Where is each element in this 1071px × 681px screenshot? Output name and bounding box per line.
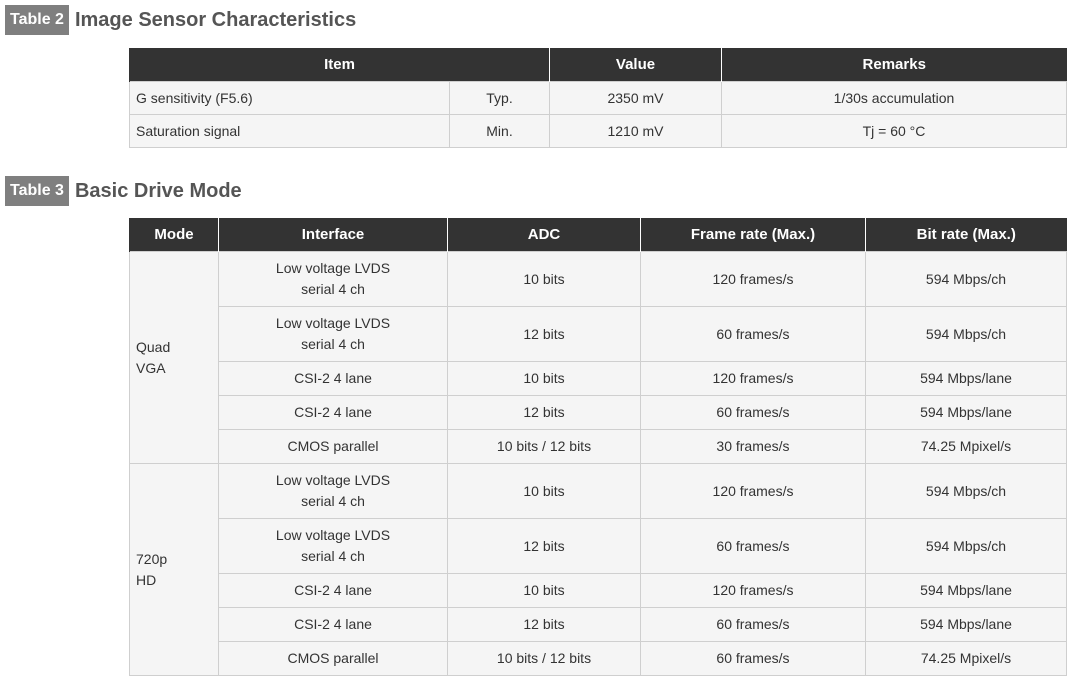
interface-cell: CSI-2 4 lane — [219, 396, 448, 430]
table2-title: Image Sensor Characteristics — [74, 8, 357, 31]
interface-cell — [219, 464, 448, 519]
bit-rate-cell: 594 Mbps/lane — [866, 608, 1067, 642]
bit-rate-cell: 594 Mbps/ch — [866, 519, 1067, 574]
table-row — [130, 519, 1067, 574]
interface-cell: CSI-2 4 lane — [219, 362, 448, 396]
bit-rate-cell: 74.25 Mpixel/s — [866, 642, 1067, 676]
mode-line: 720p — [136, 550, 168, 567]
remarks-cell: 1/30s accumulation — [722, 82, 1067, 115]
qualifier-cell: Min. — [450, 115, 550, 148]
adc-cell: 10 bits / 12 bits — [448, 642, 641, 676]
image-sensor-characteristics-table — [129, 48, 1067, 148]
mode-line: HD — [136, 571, 157, 588]
frame-rate-cell: 60 frames/s — [641, 307, 866, 362]
interface-line: serial 4 ch — [301, 336, 365, 352]
frame-rate-cell: 30 frames/s — [641, 430, 866, 464]
header-remarks: Remarks — [722, 48, 1067, 82]
bit-rate-cell: 594 Mbps/ch — [866, 307, 1067, 362]
table-row — [130, 252, 1067, 307]
table-header-row — [130, 48, 1067, 82]
mode-cell — [130, 252, 219, 464]
mode-line: VGA — [136, 359, 166, 376]
table-header-row — [130, 218, 1067, 252]
bit-rate-cell: 594 Mbps/ch — [866, 252, 1067, 307]
adc-cell: 12 bits — [448, 396, 641, 430]
table2-tag: Table 2 — [5, 5, 69, 35]
interface-line: serial 4 ch — [301, 493, 365, 509]
interface-cell: CSI-2 4 lane — [219, 574, 448, 608]
adc-cell: 12 bits — [448, 608, 641, 642]
table3-tag: Table 3 — [5, 176, 69, 206]
value-cell: 2350 mV — [550, 82, 722, 115]
table-row — [130, 608, 1067, 642]
table-row — [130, 362, 1067, 396]
bit-rate-cell: 594 Mbps/lane — [866, 362, 1067, 396]
interface-line: Low voltage LVDS — [275, 527, 391, 543]
header-adc: ADC — [448, 218, 641, 252]
frame-rate-cell: 60 frames/s — [641, 642, 866, 676]
interface-cell: CMOS parallel — [219, 430, 448, 464]
table-row — [130, 642, 1067, 676]
mode-line: Quad — [136, 338, 171, 355]
item-cell: G sensitivity (F5.6) — [130, 82, 450, 115]
interface-line: Low voltage LVDS — [275, 472, 391, 488]
value-cell: 1210 mV — [550, 115, 722, 148]
frame-rate-cell: 120 frames/s — [641, 574, 866, 608]
frame-rate-cell: 60 frames/s — [641, 519, 866, 574]
adc-cell: 10 bits — [448, 464, 641, 519]
qualifier-cell: Typ. — [450, 82, 550, 115]
interface-line: Low voltage LVDS — [275, 315, 391, 331]
header-frame-rate: Frame rate (Max.) — [641, 218, 866, 252]
header-interface: Interface — [219, 218, 448, 252]
table-row — [130, 115, 1067, 148]
bit-rate-cell: 594 Mbps/lane — [866, 574, 1067, 608]
table-row — [130, 430, 1067, 464]
bit-rate-cell: 594 Mbps/lane — [866, 396, 1067, 430]
item-cell: Saturation signal — [130, 115, 450, 148]
interface-line: serial 4 ch — [301, 548, 365, 564]
table3-title: Basic Drive Mode — [74, 179, 242, 202]
frame-rate-cell: 60 frames/s — [641, 608, 866, 642]
table-row — [130, 574, 1067, 608]
frame-rate-cell: 120 frames/s — [641, 464, 866, 519]
interface-cell: CSI-2 4 lane — [219, 608, 448, 642]
mode-cell — [130, 464, 219, 676]
interface-line: serial 4 ch — [301, 281, 365, 297]
interface-line: Low voltage LVDS — [275, 260, 391, 276]
interface-cell: CMOS parallel — [219, 642, 448, 676]
interface-cell — [219, 307, 448, 362]
table2-heading — [5, 5, 356, 35]
remarks-cell: Tj = 60 °C — [722, 115, 1067, 148]
interface-cell — [219, 519, 448, 574]
frame-rate-cell: 120 frames/s — [641, 252, 866, 307]
table-row — [130, 464, 1067, 519]
frame-rate-cell: 60 frames/s — [641, 396, 866, 430]
adc-cell: 12 bits — [448, 519, 641, 574]
frame-rate-cell: 120 frames/s — [641, 362, 866, 396]
header-mode: Mode — [130, 218, 219, 252]
basic-drive-mode-table — [129, 218, 1067, 676]
interface-cell — [219, 252, 448, 307]
header-value: Value — [550, 48, 722, 82]
bit-rate-cell: 594 Mbps/ch — [866, 464, 1067, 519]
header-item: Item — [130, 48, 550, 82]
table-row — [130, 307, 1067, 362]
adc-cell: 10 bits — [448, 362, 641, 396]
adc-cell: 10 bits — [448, 574, 641, 608]
table-row — [130, 396, 1067, 430]
header-bit-rate: Bit rate (Max.) — [866, 218, 1067, 252]
table-row — [130, 82, 1067, 115]
adc-cell: 10 bits — [448, 252, 641, 307]
adc-cell: 10 bits / 12 bits — [448, 430, 641, 464]
bit-rate-cell: 74.25 Mpixel/s — [866, 430, 1067, 464]
table3-heading — [5, 176, 242, 206]
adc-cell: 12 bits — [448, 307, 641, 362]
